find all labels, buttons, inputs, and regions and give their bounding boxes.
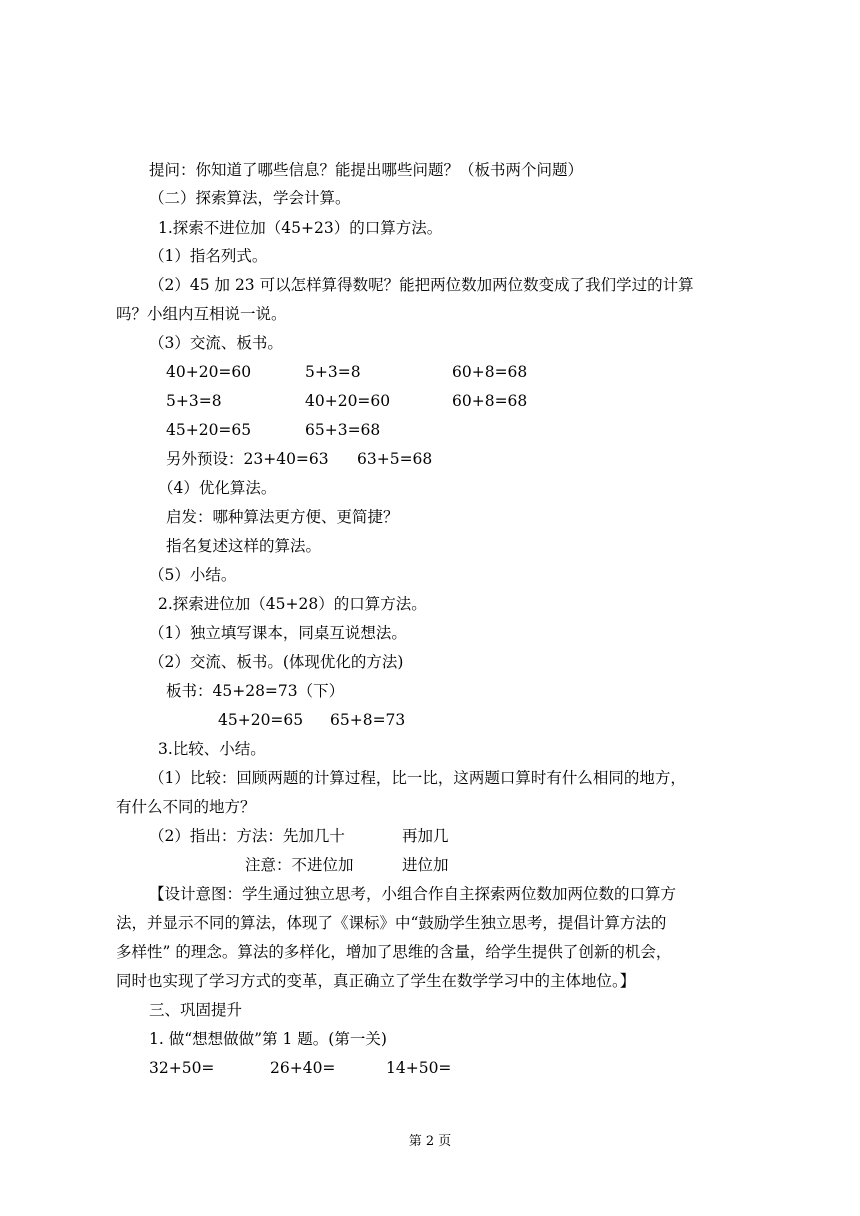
equation: 40+20=60	[305, 392, 391, 410]
equation: 45+20=65	[218, 711, 304, 729]
section-heading: 三、巩固提升	[149, 1001, 243, 1019]
text-line: 再加几	[402, 827, 449, 845]
equation: 60+8=68	[452, 363, 528, 381]
design-intent: 同时也实现了学习方式的变革，真正确立了学生在数学学习中的主体地位。】	[116, 972, 636, 990]
text-line: 启发：哪种算法更方便、更简捷？	[166, 508, 399, 526]
text-line: （1）指名列式。	[149, 247, 268, 265]
text-line: 提问：你知道了哪些信息？能提出哪些问题？（板书两个问题）	[149, 161, 584, 179]
text-line: （2）交流、板书。(体现优化的方法)	[149, 653, 404, 671]
section-heading: （二）探索算法，学会计算。	[149, 189, 351, 207]
text-line: （2）45 加 23 可以怎样算得数呢？能把两位数加两位数变成了我们学过的计算	[149, 276, 694, 294]
text-line: （5）小结。	[149, 566, 237, 584]
text-line: （1）比较：回顾两题的计算过程，比一比，这两题口算时有什么相同的地方，	[149, 769, 686, 787]
text-line: （3）交流、板书。	[149, 334, 283, 352]
page-number: 第 2 页	[408, 1134, 452, 1149]
equation: 40+20=60	[166, 363, 252, 381]
text-line: 1.探索不进位加（45+23）的口算方法。	[158, 219, 443, 237]
exercise: 26+40=	[270, 1059, 336, 1077]
equation: 45+20=65	[166, 421, 252, 439]
exercise: 14+50=	[386, 1059, 452, 1077]
design-intent: 【设计意图：学生通过独立思考，小组合作自主探索两位数加两位数的口算方	[149, 885, 677, 903]
equation: 65+8=73	[330, 711, 406, 729]
text-line: （1）独立填写课本，同桌互说想法。	[149, 624, 407, 642]
exercise: 32+50=	[149, 1059, 215, 1077]
equation: 63+5=68	[357, 450, 433, 468]
design-intent: 法，并显示不同的算法，体现了《课标》中“鼓励学生独立思考，提倡计算方法的	[116, 914, 667, 932]
text-line: 有什么不同的地方？	[116, 798, 256, 816]
design-intent: 多样性” 的理念。算法的多样化，增加了思维的含量，给学生提供了创新的机会，	[116, 943, 672, 961]
text-line: 板书：45+28=73（下）	[166, 682, 345, 700]
equation: 5+3=8	[305, 363, 361, 381]
text-line: 1. 做“想想做做”第 1 题。(第一关)	[149, 1030, 387, 1048]
text-line: 注意：不进位加	[245, 856, 354, 874]
equation: 65+3=68	[305, 421, 381, 439]
equation: 60+8=68	[452, 392, 528, 410]
equation: 5+3=8	[166, 392, 222, 410]
text-line: 另外预设：23+40=63	[166, 450, 329, 468]
text-line: 吗？小组内互相说一说。	[116, 305, 287, 323]
text-line: （4）优化算法。	[158, 479, 277, 497]
text-line: 3.比较、小结。	[158, 740, 266, 758]
text-line: 2.探索进位加（45+28）的口算方法。	[158, 595, 427, 613]
text-line: 指名复述这样的算法。	[166, 537, 322, 555]
text-line: （2）指出：方法：先加几十	[149, 827, 345, 845]
text-line: 进位加	[402, 856, 449, 874]
